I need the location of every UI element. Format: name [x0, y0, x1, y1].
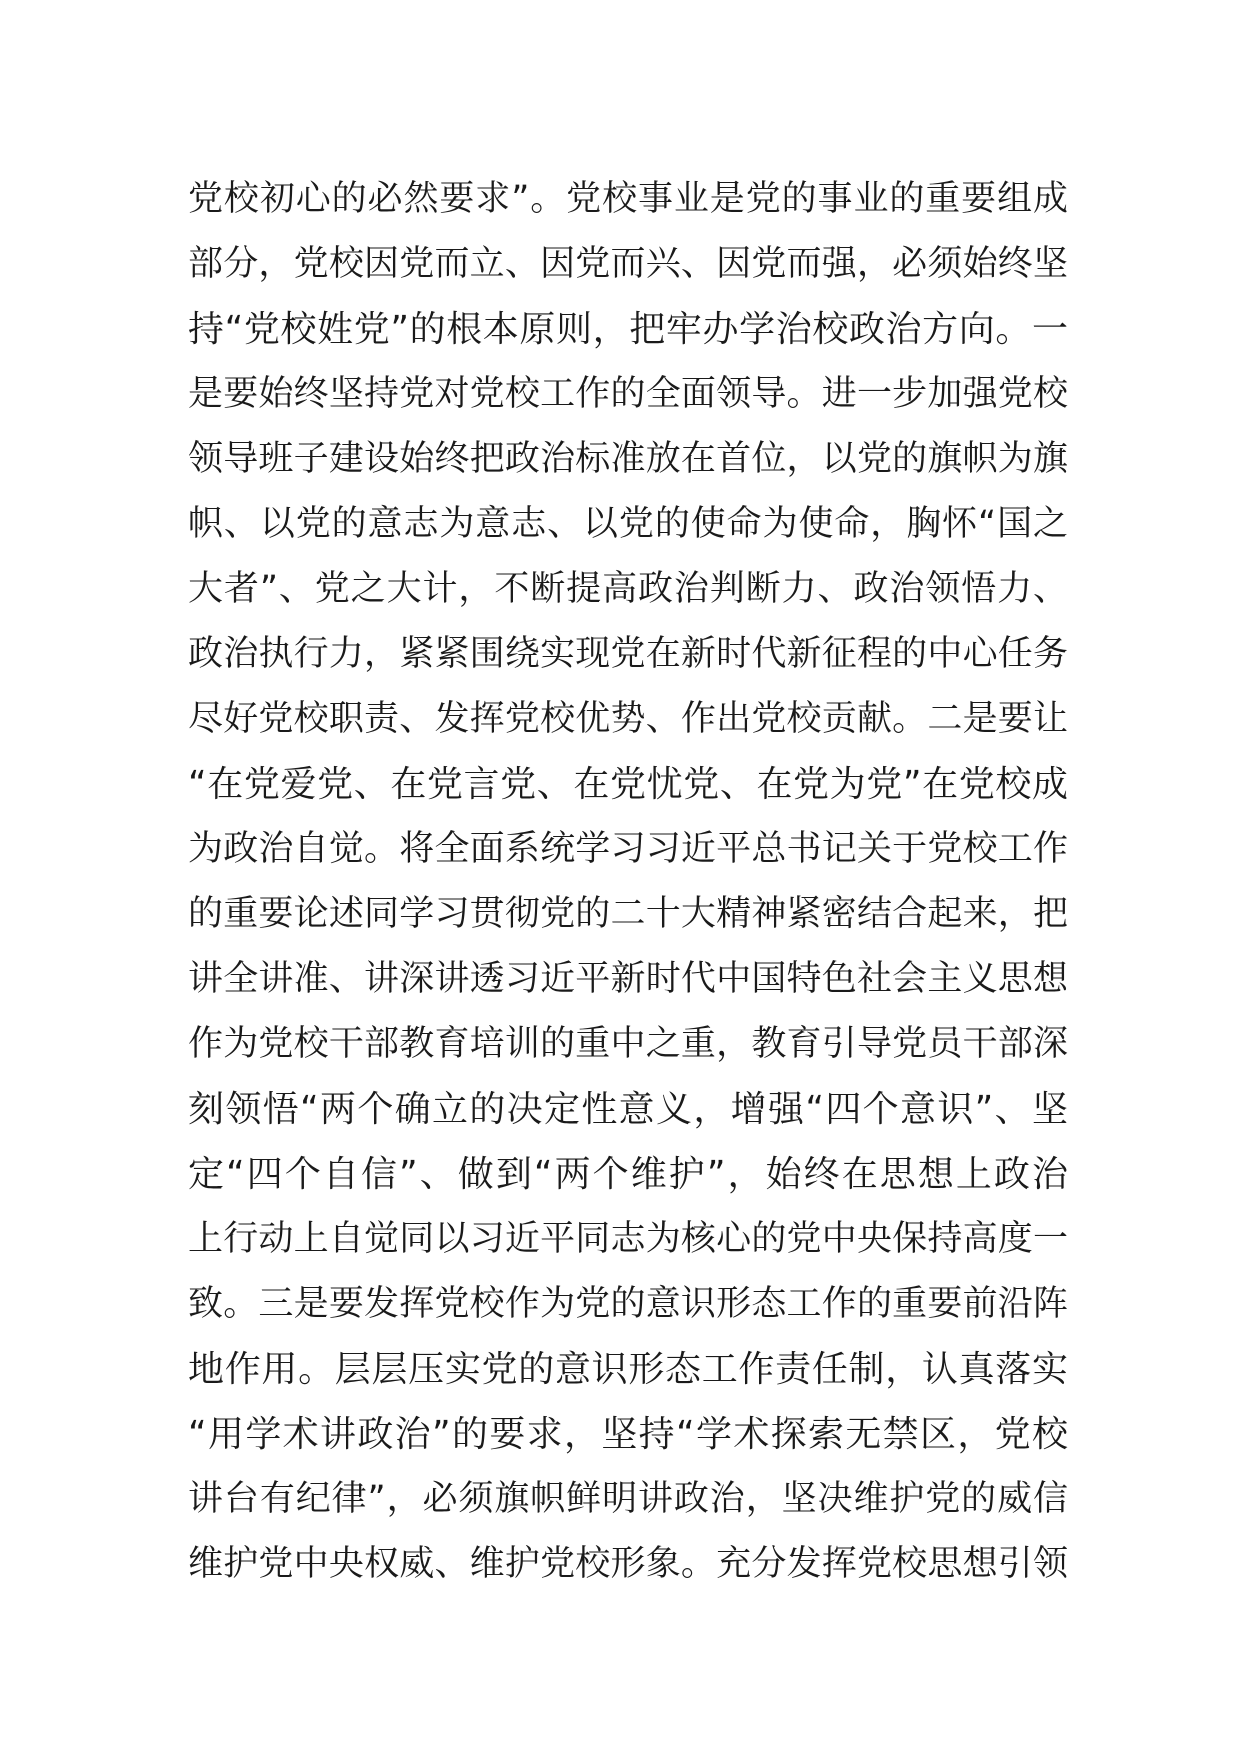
text-line: 为政治自觉。将全面系统学习习近平总书记关于党校工作	[188, 829, 1068, 869]
text-line: 领导班子建设始终把政治标准放在首位，以党的旗帜为旗	[188, 439, 1068, 479]
text-line: 是要始终坚持党对党校工作的全面领导。进一步加强党校	[188, 374, 1068, 414]
text-line: 大者”、党之大计，不断提高政治判断力、政治领悟力、	[188, 569, 1068, 609]
text-line: 讲全讲准、讲深讲透习近平新时代中国特色社会主义思想	[188, 959, 1068, 999]
body-paragraph	[188, 167, 1068, 1597]
text-line: 讲台有纪律”，必须旗帜鲜明讲政治，坚决维护党的威信	[188, 1479, 1068, 1519]
text-line: “用学术讲政治”的要求，坚持“学术探索无禁区，党校	[188, 1414, 1068, 1455]
text-line: “在党爱党、在党言党、在党忧党、在党为党”在党校成	[188, 764, 1068, 805]
text-line: 刻领悟“两个确立的决定性意义，增强“四个意识”、坚	[188, 1089, 1068, 1130]
text-line: 定“四个自信”、做到“两个维护”，始终在思想上政治	[188, 1154, 1068, 1195]
text-line: 尽好党校职责、发挥党校优势、作出党校贡献。二是要让	[188, 699, 1068, 739]
text-line: 上行动上自觉同以习近平同志为核心的党中央保持高度一	[188, 1219, 1068, 1259]
text-line: 党校初心的必然要求”。党校事业是党的事业的重要组成	[188, 179, 1068, 219]
text-line: 部分，党校因党而立、因党而兴、因党而强，必须始终坚	[188, 244, 1068, 284]
text-line: 维护党中央权威、维护党校形象。充分发挥党校思想引领	[188, 1544, 1068, 1584]
text-line: 致。三是要发挥党校作为党的意识形态工作的重要前沿阵	[188, 1284, 1068, 1324]
text-line: 持“党校姓党”的根本原则，把牢办学治校政治方向。一	[188, 309, 1068, 350]
text-line: 的重要论述同学习贯彻党的二十大精神紧密结合起来，把	[188, 894, 1068, 934]
text-line: 作为党校干部教育培训的重中之重，教育引导党员干部深	[188, 1024, 1068, 1064]
text-line: 地作用。层层压实党的意识形态工作责任制，认真落实	[188, 1349, 1068, 1390]
text-line: 帜、以党的意志为意志、以党的使命为使命，胸怀“国之	[188, 504, 1068, 544]
text-line: 政治执行力，紧紧围绕实现党在新时代新征程的中心任务	[188, 634, 1068, 674]
